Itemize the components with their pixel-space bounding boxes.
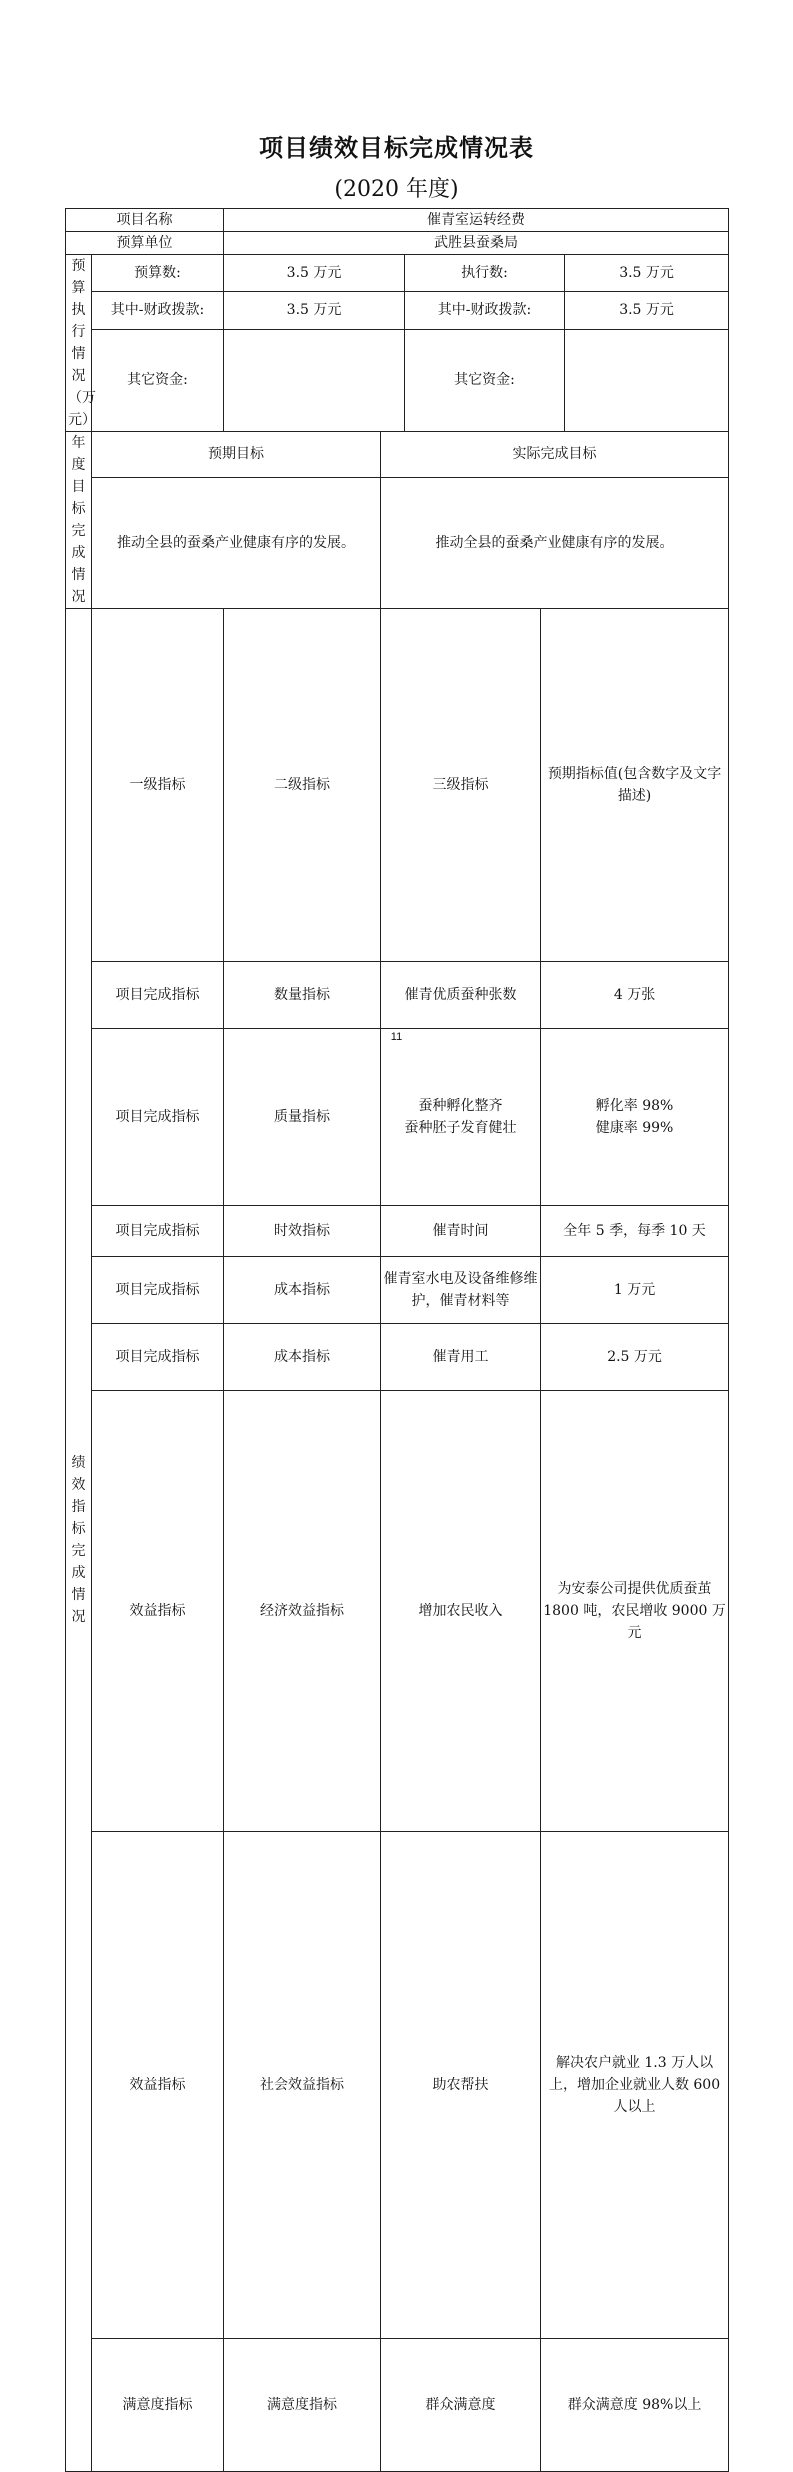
- page-number: 11: [390, 1031, 403, 1043]
- indicator-row: [66, 1029, 729, 1206]
- budget-amount-value: 3.5 万元: [224, 255, 405, 292]
- row-expected: 全年 5 季，每季 10 天: [541, 1206, 729, 1257]
- row-level2: 时效指标: [224, 1206, 381, 1257]
- row-level1: 项目完成指标: [92, 1257, 224, 1324]
- indicator-row: [66, 1324, 729, 1391]
- indicator-row: [66, 2339, 729, 2472]
- indicator-row: [66, 1391, 729, 1832]
- indicators-side-label: 绩效指标完成情况: [66, 609, 92, 2472]
- row-level2: 质量指标: [224, 1029, 381, 1206]
- header-level2: 二级指标: [224, 609, 381, 962]
- other-funds-value: [224, 329, 405, 432]
- row-expected: 孵化率 98% 健康率 99%: [541, 1029, 729, 1206]
- fiscal-exec-label: 其中-财政拨款:: [405, 292, 565, 329]
- actual-goal-header: 实际完成目标: [381, 432, 729, 478]
- budget-unit-value: 武胜县蚕桑局: [224, 232, 729, 255]
- other-exec-value: [565, 329, 729, 432]
- row-expected: 群众满意度 98%以上: [541, 2339, 729, 2472]
- expected-goal-header: 预期目标: [92, 432, 381, 478]
- header-level3: 三级指标: [381, 609, 541, 962]
- expected-goal-text: 推动全县的蚕桑产业健康有序的发展。: [92, 477, 381, 608]
- row-level1: 项目完成指标: [92, 1206, 224, 1257]
- row-level1: 项目完成指标: [92, 1324, 224, 1391]
- row-level2: 成本指标: [224, 1324, 381, 1391]
- row-level3: 催青用工: [381, 1324, 541, 1391]
- row-level1: 效益指标: [92, 1391, 224, 1832]
- exec-amount-value: 3.5 万元: [565, 255, 729, 292]
- row-level3: 群众满意度: [381, 2339, 541, 2472]
- indicator-row: [66, 1206, 729, 1257]
- row-expected: 4 万张: [541, 962, 729, 1029]
- performance-table: [65, 208, 729, 2472]
- project-name-label: 项目名称: [66, 209, 224, 232]
- row-level1: 满意度指标: [92, 2339, 224, 2472]
- row-expected: 解决农户就业 1.3 万人以上，增加企业就业人数 600 人以上: [541, 1832, 729, 2339]
- row-level2: 满意度指标: [224, 2339, 381, 2472]
- row-level3: 催青优质蚕种张数: [381, 962, 541, 1029]
- row-level1: 项目完成指标: [92, 1029, 224, 1206]
- indicator-row: [66, 1832, 729, 2339]
- page-title: 项目绩效目标完成情况表: [259, 134, 534, 162]
- budget-amount-label: 预算数:: [92, 255, 224, 292]
- header-expected-value: 预期指标值(包含数字及文字描述): [541, 609, 729, 962]
- indicator-row: [66, 962, 729, 1029]
- other-exec-label: 其它资金:: [405, 329, 565, 432]
- budget-side-label: 预算执行情况（万元）: [66, 255, 92, 432]
- row-level2: 数量指标: [224, 962, 381, 1029]
- row-expected: 为安泰公司提供优质蚕茧 1800 吨，农民增收 9000 万元: [541, 1391, 729, 1832]
- row-level3: 蚕种孵化整齐 蚕种胚子发育健壮: [381, 1029, 541, 1206]
- row-level3: 催青时间: [381, 1206, 541, 1257]
- budget-unit-label: 预算单位: [66, 232, 224, 255]
- row-level3: 催青室水电及设备维修维护，催青材料等: [381, 1257, 541, 1324]
- fiscal-budget-label: 其中-财政拨款:: [92, 292, 224, 329]
- row-expected: 2.5 万元: [541, 1324, 729, 1391]
- row-expected: 1 万元: [541, 1257, 729, 1324]
- other-funds-label: 其它资金:: [92, 329, 224, 432]
- row-level1: 项目完成指标: [92, 962, 224, 1029]
- project-name-value: 催青室运转经费: [224, 209, 729, 232]
- row-level2: 成本指标: [224, 1257, 381, 1324]
- row-level3: 增加农民收入: [381, 1391, 541, 1832]
- actual-goal-text: 推动全县的蚕桑产业健康有序的发展。: [381, 477, 729, 608]
- annual-side-label: 年度目标完成情况: [66, 432, 92, 609]
- row-level1: 效益指标: [92, 1832, 224, 2339]
- fiscal-exec-value: 3.5 万元: [565, 292, 729, 329]
- row-level3: 助农帮扶: [381, 1832, 541, 2339]
- fiscal-budget-value: 3.5 万元: [224, 292, 405, 329]
- indicator-row: [66, 1257, 729, 1324]
- row-level2: 社会效益指标: [224, 1832, 381, 2339]
- row-level2: 经济效益指标: [224, 1391, 381, 1832]
- header-level1: 一级指标: [92, 609, 224, 962]
- exec-amount-label: 执行数:: [405, 255, 565, 292]
- page-subtitle: (2020 年度): [334, 177, 459, 202]
